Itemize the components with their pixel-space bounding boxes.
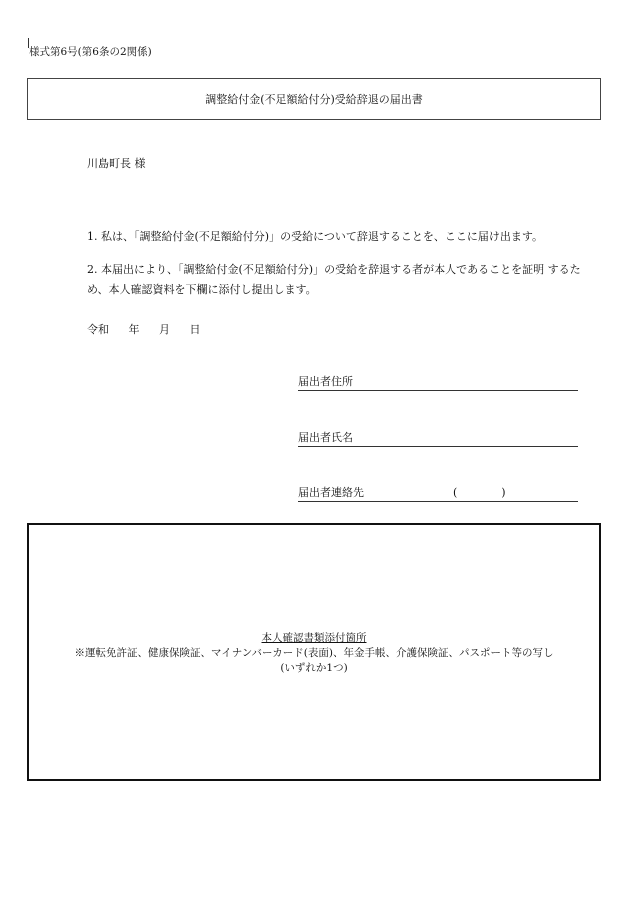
id-box-count: (いずれか1つ) [280,662,348,674]
name-label: 届出者氏名 [298,431,353,444]
declaration-paragraph-1: 1. 私は、「調整給付金(不足額給付分)」の受給について辞退することを、ここに届け出ます。 [87,230,543,243]
id-box-heading: 本人確認書類添付箇所 [261,632,367,644]
date-era: 令和 [87,323,109,336]
name-field[interactable] [298,430,578,447]
title-box [27,78,601,120]
form-number: 様式第6号(第6条の2関係) [29,46,152,58]
addressee: 川島町長 様 [87,157,146,170]
address-field[interactable] [298,374,578,391]
contact-parentheses: ( ) [453,486,506,499]
date-year: 年 [128,323,140,336]
id-box-text [29,631,599,676]
date-month: 月 [159,323,170,336]
declaration-paragraph-2: 2. 本届出により、「調整給付金(不足額給付分)」の受給を辞退する者が本人であることを証明 するため、本人確認資料を下欄に添付し提出します。 [87,263,581,296]
document-title: 調整給付金(不足額給付分)受給辞退の届出書 [205,93,423,106]
contact-label: 届出者連絡先 [298,486,364,499]
id-box-note: ※運転免許証、健康保険証、マイナンバーカード(表面)、年金手帳、介護保険証、パスポート等の写し [74,647,554,659]
contact-field[interactable] [298,485,578,502]
date-day: 日 [189,323,201,336]
date-line [87,321,217,337]
id-document-attachment-box [27,523,601,781]
address-label: 届出者住所 [298,375,353,388]
